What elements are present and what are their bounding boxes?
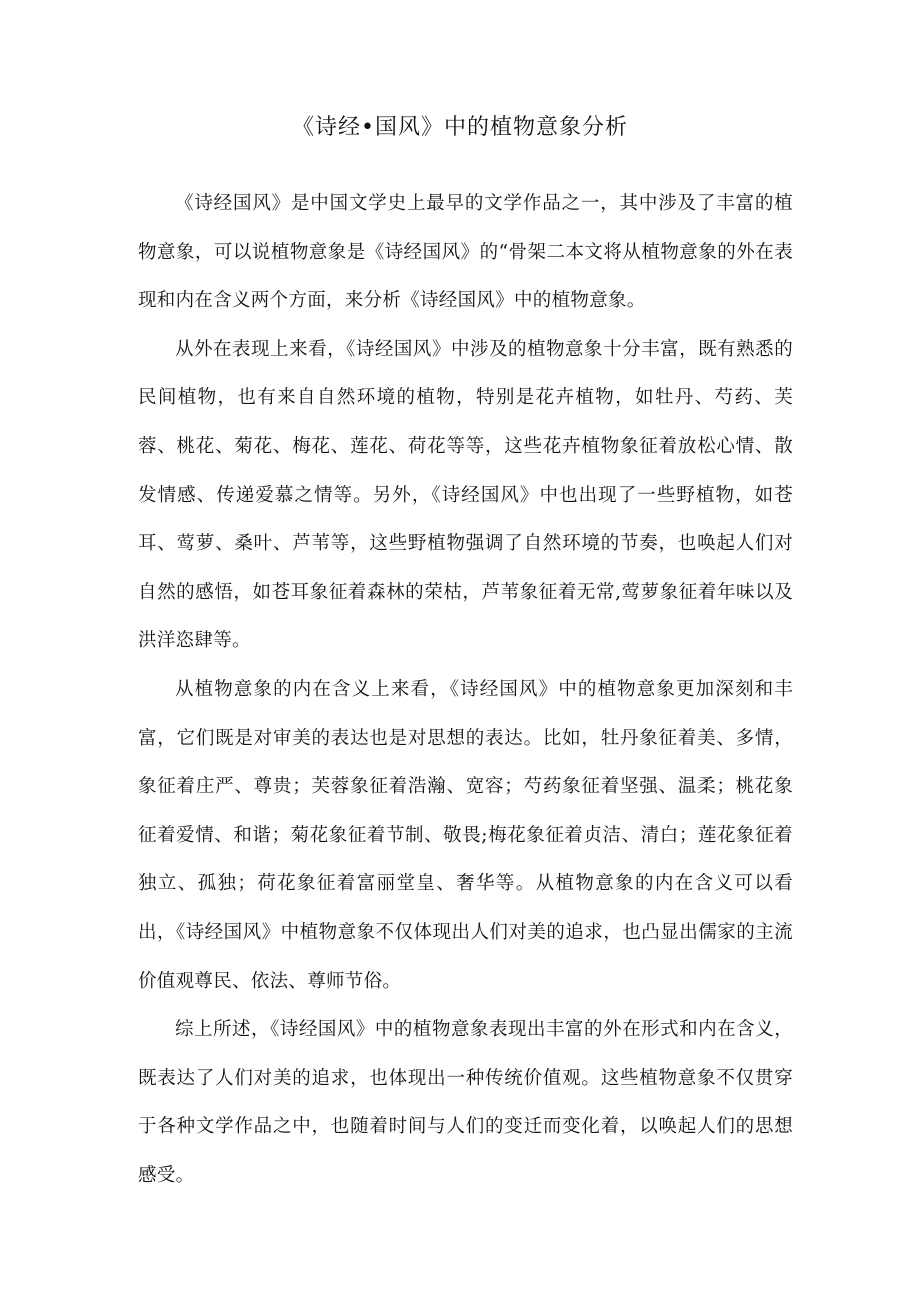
- paragraph-introduction: 《诗经国风》是中国文学史上最早的文学作品之一，其中涉及了丰富的植物意象，可以说植物意象是《诗经国风》的“骨架二本文将从植物意象的外在表现和内在含义两个方面，来分析《诗经国风》中的植物意象。: [138, 193, 793, 312]
- document-body: [138, 180, 793, 1200]
- paragraph-internal-meaning: 从植物意象的内在含义上来看，《诗经国风》中的植物意象更加深刻和丰富，它们既是对审美的表达也是对思想的表达。比如，牡丹象征着美、多情，象征着庄严、尊贵；芙蓉象征着浩瀚、宽容；芍药象征着坚强、温柔；桃花象征着爱情、和谐；菊花象征着节制、敬畏;梅花象征着贞洁、清白；莲花象征着独立、孤独；荷花象征着富丽堂皇、奢华等。从植物意象的内在含义可以看出，《诗经国风》中植物意象不仅体现出人们对美的追求，也凸显出儒家的主流价值观尊民、依法、尊师节俗。: [138, 678, 793, 992]
- paragraph-external-expression: 从外在表现上来看，《诗经国风》中涉及的植物意象十分丰富，既有熟悉的民间植物，也有来自自然环境的植物，特别是花卉植物，如牡丹、芍药、芙蓉、桃花、菊花、梅花、莲花、荷花等等，这些花卉植物象征着放松心情、散发情感、传递爱慕之情等。另外，《诗经国风》中也出现了一些野植物，如苍耳、莺萝、桑叶、芦苇等，这些野植物强调了自然环境的节奏，也唤起人们对自然的感悟，如苍耳象征着森林的荣枯，芦苇象征着无常,莺萝象征着年味以及洪洋恣肆等。: [138, 338, 793, 652]
- document-title: 《诗经•国风》中的植物意象分析: [292, 115, 628, 140]
- paragraph-conclusion: 综上所述，《诗经国风》中的植物意象表现出丰富的外在形式和内在含义，既表达了人们对美的追求，也体现出一种传统价值观。这些植物意象不仅贯穿于各种文学作品之中，也随着时间与人们的变迁而变化着，以唤起人们的思想感受。: [138, 1019, 793, 1186]
